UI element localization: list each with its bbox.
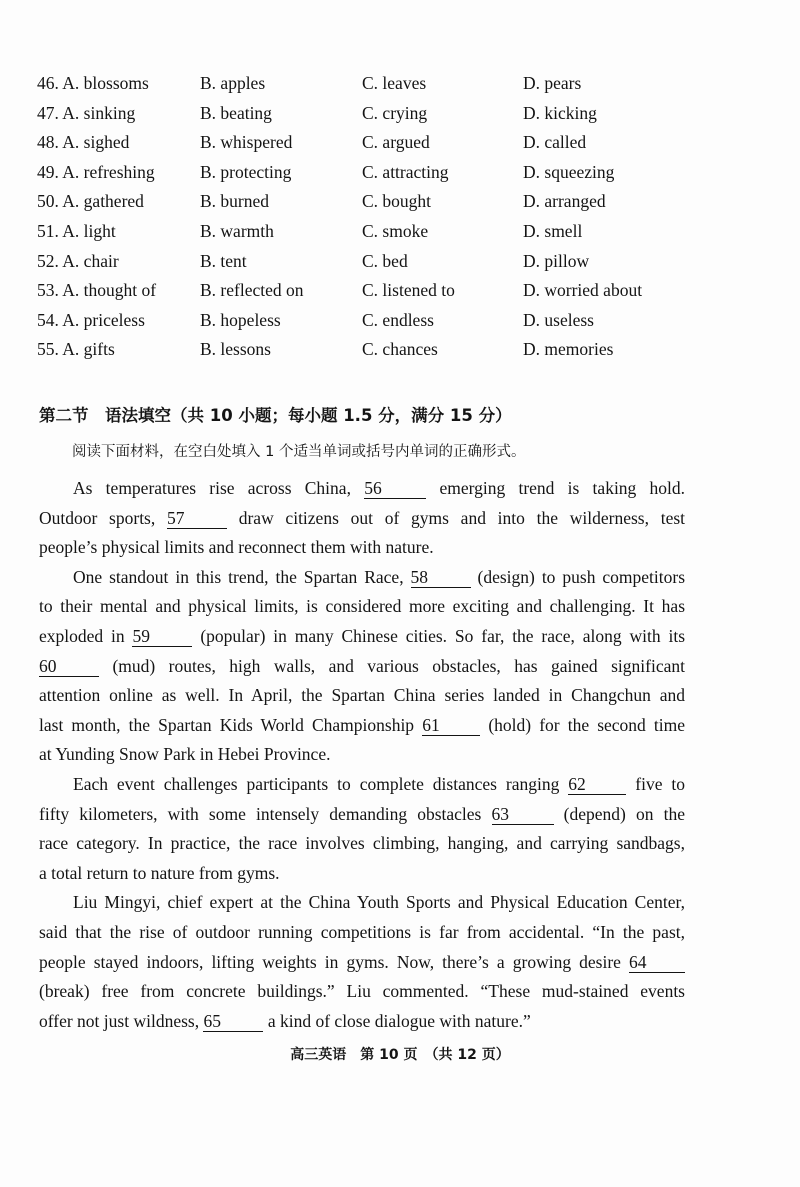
option-row-51 <box>0 221 800 251</box>
section-instruction: 阅读下面材料，在空白处填入 1 个适当单词或括号内单词的正确形式。 <box>72 444 526 460</box>
option-c: C. argued <box>362 132 430 153</box>
option-b: B. hopeless <box>200 309 281 330</box>
option-row-49 <box>0 162 800 192</box>
option-d: D. pears <box>523 73 582 93</box>
option-row-48 <box>0 132 800 162</box>
passage <box>39 474 685 1036</box>
page-footer: 高三英语 第 10 页 （共 12 页） <box>290 1047 510 1063</box>
passage-line: people’s physical limits and reconnect them with nature. <box>39 537 434 558</box>
blank-63[interactable]: 63 <box>492 804 554 825</box>
blank-65[interactable]: 65 <box>203 1011 263 1032</box>
option-row-53 <box>0 280 800 310</box>
option-b: B. tent <box>200 250 247 271</box>
passage-line: at Yunding Snow Park in Hebei Province. <box>39 744 331 765</box>
passage-line: exploded in 59 (popular) in many Chinese cities. So far, the race, along with its <box>39 625 686 646</box>
option-b: B. warmth <box>200 220 274 241</box>
option-row-50 <box>0 191 800 221</box>
blank-61[interactable]: 61 <box>422 715 480 736</box>
option-c: C. crying <box>362 102 428 123</box>
option-b: B. lessons <box>200 339 271 360</box>
option-d: D. arranged <box>523 191 606 212</box>
passage-line: offer not just wildness, 65 a kind of close dialogue with nature.” <box>39 1010 531 1031</box>
option-c: C. bought <box>362 191 432 212</box>
blank-58[interactable]: 58 <box>411 567 471 588</box>
option-a: 55. A. gifts <box>37 339 115 360</box>
option-a: 54. A. priceless <box>37 309 145 330</box>
option-a: 49. A. refreshing <box>37 161 155 182</box>
passage-line: race category. In practice, the race involves climbing, hanging, and carrying sandbags, <box>39 833 685 854</box>
option-d: D. called <box>523 132 587 153</box>
option-d: D. useless <box>523 309 594 330</box>
passage-line: attention online as well. In April, the Spartan China series landed in Changchun and <box>39 685 685 706</box>
option-c: C. listened to <box>362 280 455 301</box>
passage-line: One standout in this trend, the Spartan Race, 58 (design) to push competitors <box>73 566 686 587</box>
option-a: 53. A. thought of <box>37 280 157 301</box>
option-row-52 <box>0 251 800 281</box>
option-row-55 <box>0 339 800 369</box>
option-b: B. whispered <box>200 132 293 153</box>
passage-line: a total return to nature from gyms. <box>39 862 280 883</box>
option-c: C. chances <box>362 339 438 360</box>
passage-line: to their mental and physical limits, is considered more exciting and challenging. It has <box>39 596 685 617</box>
passage-line: said that the rise of outdoor running competitions is far from accidental. “In the past, <box>39 921 685 942</box>
answer-options <box>0 73 800 369</box>
option-c: C. attracting <box>362 161 449 182</box>
option-a: 48. A. sighed <box>37 132 130 153</box>
option-d: D. kicking <box>523 102 597 123</box>
option-b: B. burned <box>200 191 270 212</box>
option-d: D. smell <box>523 220 583 241</box>
passage-line: fifty kilometers, with some intensely demanding obstacles 63 (depend) on the <box>39 803 685 824</box>
option-a: 46. A. blossoms <box>37 73 149 93</box>
passage-line: (break) free from concrete buildings.” Liu commented. “These mud-stained events <box>39 981 685 1002</box>
option-c: C. leaves <box>362 73 427 93</box>
option-c: C. bed <box>362 250 408 271</box>
option-b: B. protecting <box>200 161 292 182</box>
option-d: D. memories <box>523 339 614 360</box>
passage-line: people stayed indoors, lifting weights in gyms. Now, there’s a growing desire 64 <box>39 948 685 978</box>
blank-57[interactable]: 57 <box>167 508 227 529</box>
option-row-46 <box>0 73 800 103</box>
option-d: D. worried about <box>523 280 643 301</box>
passage-line: Liu Mingyi, chief expert at the China Youth Sports and Physical Education Center, <box>73 892 685 913</box>
option-b: B. apples <box>200 73 266 93</box>
option-c: C. smoke <box>362 220 429 241</box>
option-d: D. squeezing <box>523 161 615 182</box>
blank-64[interactable]: 64 <box>629 952 685 973</box>
passage-line: Outdoor sports, 57 draw citizens out of gyms and into the wilderness, test <box>39 507 686 528</box>
option-d: D. pillow <box>523 250 590 271</box>
option-a: 52. A. chair <box>37 250 119 271</box>
option-row-47 <box>0 103 800 133</box>
blank-60[interactable]: 60 <box>39 656 99 677</box>
passage-line: As temperatures rise across China, 56 emerging trend is taking hold. <box>73 478 686 498</box>
passage-line: Each event challenges participants to complete distances ranging 62 five to <box>73 773 686 794</box>
blank-56[interactable]: 56 <box>364 478 426 499</box>
passage-line: last month, the Spartan Kids World Championship 61 (hold) for the second time <box>39 714 686 735</box>
option-b: B. beating <box>200 102 272 123</box>
blank-59[interactable]: 59 <box>132 626 192 647</box>
option-a: 51. A. light <box>37 220 116 241</box>
passage-line: 60 (mud) routes, high walls, and various obstacles, has gained significant <box>39 655 685 676</box>
option-c: C. endless <box>362 309 434 330</box>
option-a: 50. A. gathered <box>37 191 144 212</box>
option-row-54 <box>0 310 800 340</box>
section-heading: 第二节 语法填空（共 10 小题；每小题 1.5 分，满分 15 分） <box>39 406 512 425</box>
option-b: B. reflected on <box>200 280 304 301</box>
option-a: 47. A. sinking <box>37 102 136 123</box>
blank-62[interactable]: 62 <box>568 774 626 795</box>
